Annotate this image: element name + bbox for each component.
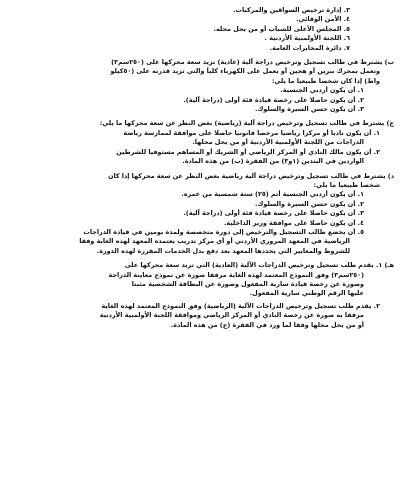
paragraph-line: د) يشترط في طالب تسجيل وترخيص دراجة آلية رياضية بغض النظر عن سعة محركها إذا كان xyxy=(108,171,394,180)
top-numbered-list xyxy=(10,6,394,53)
list-item: ١. أن يكون أردني الجنسية أتم (٢٥) سنة شمسية من عمره. xyxy=(181,190,364,199)
paragraph-line: وتعمل بمحرك بنزين أو هجين أو يعمل على الكهرباء كلياً والتي تزيد قدرته على (٥٠كيلو xyxy=(110,67,380,76)
list-item: ٤. الأمن الوقائي. xyxy=(296,15,350,24)
paragraph-line: الرياضية في المعهد المروري الأردني أو أي مركز تدريب يعتمده المعهد لهذه الغاية وفقا xyxy=(79,237,350,246)
paragraph-line: ب) يشترط في طالب تسجيل وترخيص دراجة آلية (عادية) تزيد سعة محركها على (٢٥٠سم٣) xyxy=(111,58,394,67)
paragraph-line: ج) يشترط في طالب تسجيل وترخيص دراجة آلية (رياضية) بغض النظر عن سعة محركها ما يلي: xyxy=(99,119,394,128)
list-item: ٥. المجلس الأعلى للشباب أو من يحل محله. xyxy=(213,24,350,33)
list-item: ٣. أن يكون حاصلا على رخصة قيادة فئة أولى (دراجة آلية). xyxy=(183,209,364,218)
list-item: ٧. دائرة المخابرات العامة. xyxy=(269,43,350,52)
paragraph-line: للشروط والمعايير التي يحددها المعهد بعد دفع بدل الخدمات المقررة لهذه الدورة. xyxy=(96,246,350,255)
section-d xyxy=(10,172,394,257)
paragraph-line: عليها الرقم الوطني سارية المفعول. xyxy=(249,289,364,298)
section-c xyxy=(10,119,394,166)
paragraph-line: أو من يحل محلها وفقا لما ورد في الفقرة (ج) من هذه المادة. xyxy=(170,320,364,329)
paragraph-line: هـ) ١. يقدم طلب تسجيل وترخيص الدراجات الآلية (العادية) التي تزيد سعة محركها على xyxy=(124,261,394,270)
list-item: ٤. أن يكون حاصلا على موافقة وزير الداخلية. xyxy=(223,218,364,227)
paragraph-line: شخصا طبيعيا ما يلي: xyxy=(313,180,380,189)
list-item: ٣. إدارة ترخيص السواقين والمركبات. xyxy=(233,6,350,14)
section-b xyxy=(10,58,394,114)
paragraph-line: الواردين في البندين (١و٣) من الفقرة (ب) من هذه المادة. xyxy=(182,157,364,166)
list-item: ٢. أن يكون حاصلا على رخصة قيادة فئة أولى (دراجة آلية). xyxy=(183,95,364,104)
list-item: ٥. أن يخضع طالب التسجيل والترخيص إلى دورة متخصصة ولمدة يومين في قيادة الدراجات xyxy=(83,227,364,236)
list-item: ٢. أن يكون مالك النادي أو المركز الرياضي أو الشريك أو المساهم مستوفيا للشرطين xyxy=(116,147,380,156)
paragraph-line: واط) إذا كان شخصا طبيعيا ما يلي: xyxy=(271,76,380,85)
list-item: ١. أن يكون ناديا أو مركزا رياضيا مرخصا قانونيا حاصلا على موافقة لممارسة رياضة xyxy=(123,128,380,137)
list-item: ٦. اللجنة الأولمبية الأردنية . xyxy=(264,34,350,43)
paragraph-line: مرفقا به صورة عن رخصة النادي أو المركز الرياضي وموافقة اللجنة الأولمبية الأردنية xyxy=(99,311,364,320)
list-item: ٢. أن يكون حسن السيرة والسلوك. xyxy=(255,199,364,208)
paragraph-line: (٢٥٠سم٣) وفق النموذج المعتمد لهذه الغاية مرفقا صورة عن نموذج معاينة الدراجة xyxy=(108,270,364,279)
paragraph-line: وصورة عن رخصة قيادة سارية المفعول وصورة عن البطاقة الشخصية مثبتا xyxy=(131,279,364,288)
paragraph-line: الدراجات من اللجنة الأولمبية الأردنية أو من يحل محلها. xyxy=(192,138,364,147)
list-item: ١. أن يكون أردني الجنسية. xyxy=(280,86,364,95)
section-h xyxy=(10,261,394,330)
list-item: ٢. يقدم طلب تسجيل وترخيص الدراجات الآلية (الرياضية) وفق النموذج المعتمد لهذه الغاية xyxy=(101,301,380,310)
list-item: ٣. أن يكون حسن السيرة والسلوك. xyxy=(255,105,364,114)
